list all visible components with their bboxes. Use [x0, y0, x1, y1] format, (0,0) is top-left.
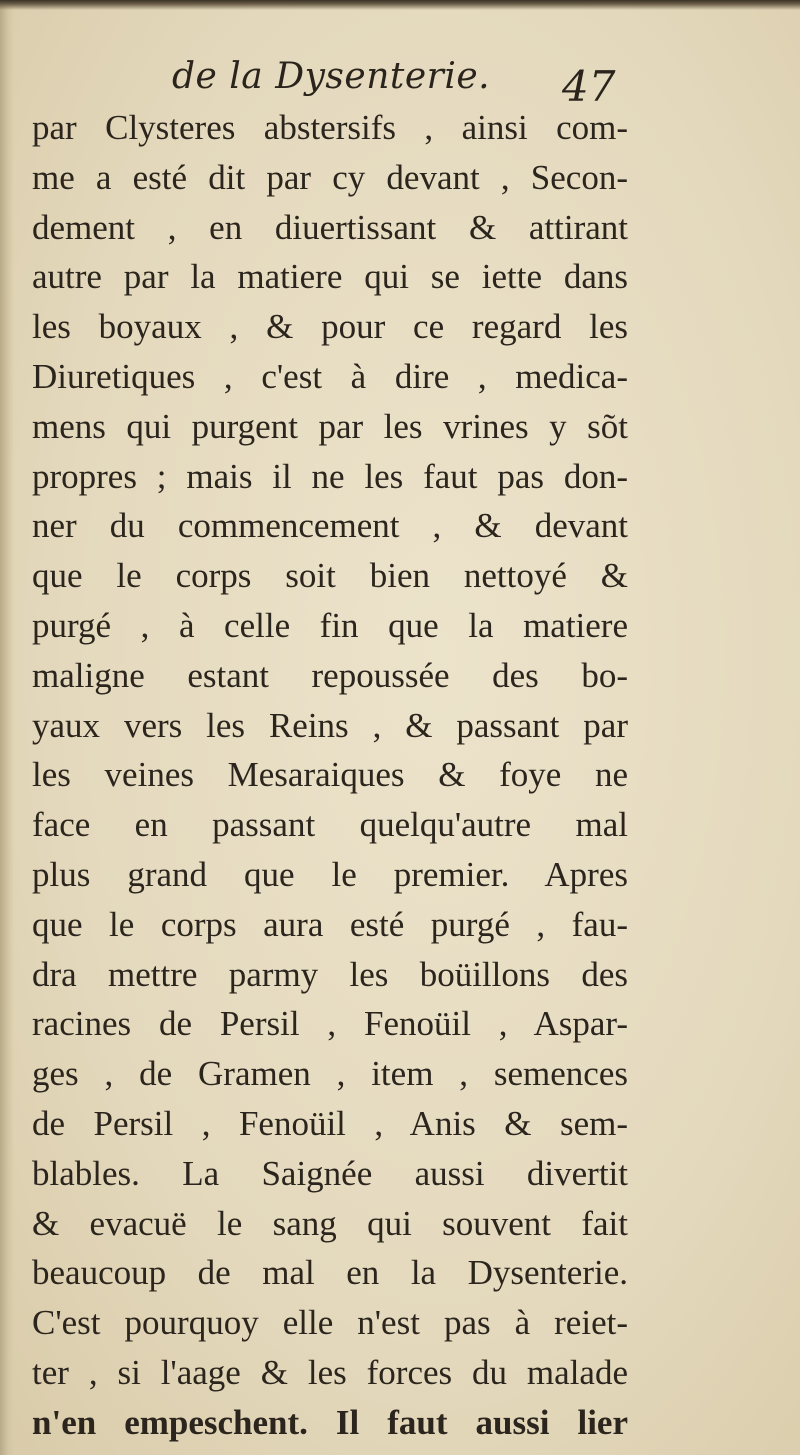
text-line: racines de Persil , Fenoüil , Aspar- — [32, 1004, 628, 1044]
text-line: beaucoup de mal en la Dysenterie. — [32, 1253, 628, 1293]
text-line: les boyaux , & pour ce regard les — [32, 307, 628, 347]
text-line: purgé , à celle fin que la matiere — [32, 605, 628, 645]
text-line: maligne estant repoussée des bo- — [32, 655, 628, 695]
text-line: face en passant quelqu'autre mal — [32, 805, 628, 845]
text-line: C'est pourquoy elle n'est pas à reiet- — [32, 1303, 628, 1343]
text-line: plus grand que le premier. Apres — [32, 854, 628, 894]
text-line: ges , de Gramen , item , semences — [32, 1054, 628, 1094]
text-line: que le corps soit bien nettoyé & — [32, 556, 628, 596]
text-line: ter , si l'aage & les forces du malade — [32, 1352, 628, 1392]
text-line: que le corps aura esté purgé , fau- — [32, 904, 628, 944]
text-line: n'en empeschent. Il faut aussi lier — [32, 1402, 628, 1442]
page-binding-edge — [0, 0, 14, 1455]
text-line: autre par la matiere qui se iette dans — [32, 257, 628, 297]
page-top-edge — [0, 0, 800, 10]
text-line: par Clysteres abstersifs , ainsi com- — [32, 108, 628, 147]
text-line: mens qui purgent par les vrines y sõt — [32, 406, 628, 446]
page-number: 47 — [562, 62, 616, 111]
text-line: propres ; mais il ne les faut pas don- — [32, 456, 628, 496]
text-line: me a esté dit par cy devant , Secon- — [32, 157, 628, 197]
text-line: les veines Mesaraiques & foye ne — [32, 755, 628, 795]
text-line: dement , en diuertissant & attirant — [32, 207, 628, 247]
running-title: de la Dysenterie. — [172, 56, 491, 97]
text-line: Diuretiques , c'est à dire , medica- — [32, 356, 628, 396]
text-line: yaux vers les Reins , & passant par — [32, 705, 628, 745]
text-line: de Persil , Fenoüil , Anis & sem- — [32, 1103, 628, 1143]
text-line: blables. La Saignée aussi divertit — [32, 1153, 628, 1193]
body-text — [32, 103, 628, 1448]
text-line: ner du commencement , & devant — [32, 506, 628, 546]
text-line: & evacuë le sang qui souvent fait — [32, 1203, 628, 1243]
text-line: dra mettre parmy les boüillons des — [32, 954, 628, 994]
